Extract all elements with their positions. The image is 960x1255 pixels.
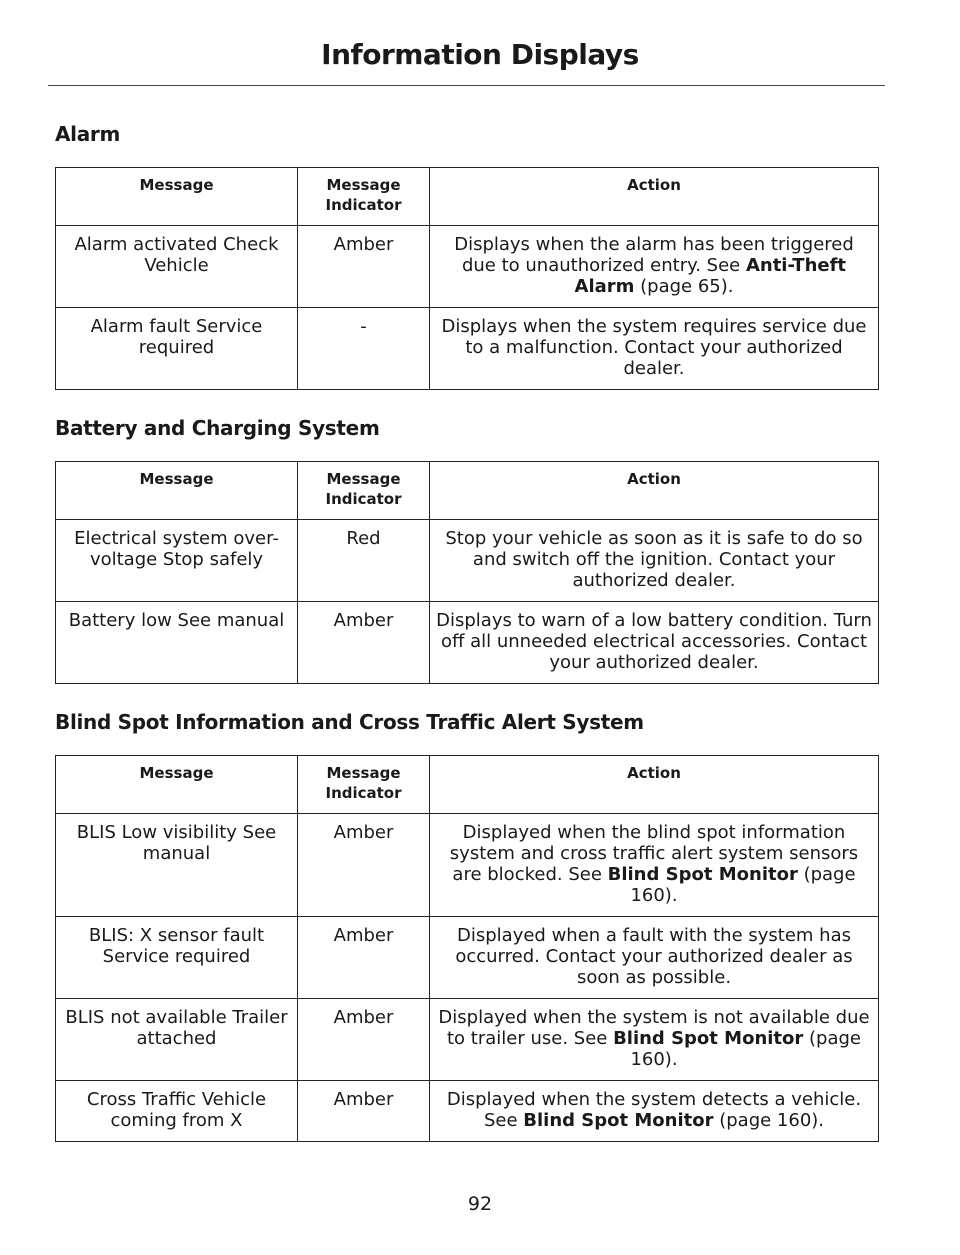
message-cell: Electrical system over-voltage Stop safely — [56, 520, 298, 602]
section-heading-alarm: Alarm — [55, 122, 121, 146]
section-heading-blind-spot: Blind Spot Information and Cross Traffic Alert System — [55, 710, 644, 734]
header-message-indicator: Message Indicator — [298, 756, 430, 814]
action-cell — [430, 999, 879, 1081]
message-cell: BLIS not available Trailer attached — [56, 999, 298, 1081]
page-number: 92 — [467, 1193, 493, 1215]
cross-reference-link[interactable]: Anti-Theft Alarm — [574, 255, 847, 297]
message-cell: Alarm activated Check Vehicle — [56, 226, 298, 308]
message-cell: Cross Traffic Vehicle coming from X — [56, 1081, 298, 1142]
table-row — [56, 999, 879, 1081]
cross-reference-link[interactable]: Blind Spot Monitor — [523, 1110, 714, 1131]
table-header-row — [56, 168, 879, 226]
header-message-indicator: Message Indicator — [298, 462, 430, 520]
table-row — [56, 308, 879, 390]
reference-page: (page 160). — [630, 864, 856, 906]
indicator-cell: Red — [298, 520, 430, 602]
message-cell: BLIS: X sensor fault Service required — [56, 917, 298, 999]
message-cell: Alarm fault Service required — [56, 308, 298, 390]
indicator-cell: - — [298, 308, 430, 390]
action-cell — [430, 917, 879, 999]
action-cell — [430, 1081, 879, 1142]
alarm-table — [55, 167, 879, 390]
header-action: Action — [430, 756, 879, 814]
action-cell — [430, 226, 879, 308]
message-cell: Battery low See manual — [56, 602, 298, 684]
table-row — [56, 226, 879, 308]
action-text: Displayed when the system is not available due to trailer use. See — [438, 1007, 870, 1049]
indicator-cell: Amber — [298, 602, 430, 684]
table-row — [56, 520, 879, 602]
action-text: Displays when the alarm has been triggered due to unauthorized entry. See — [454, 234, 854, 276]
action-text: Displayed when the system detects a vehicle. See — [446, 1089, 862, 1131]
blind-spot-table — [55, 755, 879, 1142]
action-text: Displays to warn of a low battery condition. Turn off all unneeded electrical accessories. Contact your authorized dealer. — [436, 610, 872, 673]
section-heading-battery: Battery and Charging System — [55, 416, 380, 440]
reference-page: (page 160). — [630, 1028, 861, 1070]
indicator-cell: Amber — [298, 226, 430, 308]
action-text: Displayed when a fault with the system has occurred. Contact your authorized dealer as soon as possible. — [455, 925, 853, 988]
title-divider — [48, 85, 885, 86]
reference-page: (page 65). — [634, 276, 734, 297]
table-header-row — [56, 756, 879, 814]
action-cell — [430, 308, 879, 390]
action-cell — [430, 520, 879, 602]
header-message: Message — [56, 168, 298, 226]
cross-reference-link[interactable]: Blind Spot Monitor — [613, 1028, 804, 1049]
table-row — [56, 1081, 879, 1142]
header-action: Action — [430, 462, 879, 520]
action-text: Displayed when the blind spot information system and cross traffic alert system sensors are blocked. See — [449, 822, 859, 885]
reference-page: (page 160). — [713, 1110, 825, 1131]
table-row — [56, 917, 879, 999]
table-header-row — [56, 462, 879, 520]
page-title: Information Displays — [321, 38, 639, 71]
indicator-cell: Amber — [298, 917, 430, 999]
indicator-cell: Amber — [298, 1081, 430, 1142]
header-message: Message — [56, 462, 298, 520]
header-action: Action — [430, 168, 879, 226]
cross-reference-link[interactable]: Blind Spot Monitor — [607, 864, 798, 885]
action-cell — [430, 814, 879, 917]
action-cell — [430, 602, 879, 684]
indicator-cell: Amber — [298, 999, 430, 1081]
action-text: Displays when the system requires service due to a malfunction. Contact your authorized dealer. — [441, 316, 867, 379]
battery-table — [55, 461, 879, 684]
header-message-indicator: Message Indicator — [298, 168, 430, 226]
indicator-cell: Amber — [298, 814, 430, 917]
table-row — [56, 814, 879, 917]
action-text: Stop your vehicle as soon as it is safe to do so and switch off the ignition. Contact your authorized dealer. — [445, 528, 863, 591]
message-cell: BLIS Low visibility See manual — [56, 814, 298, 917]
table-row — [56, 602, 879, 684]
header-message: Message — [56, 756, 298, 814]
